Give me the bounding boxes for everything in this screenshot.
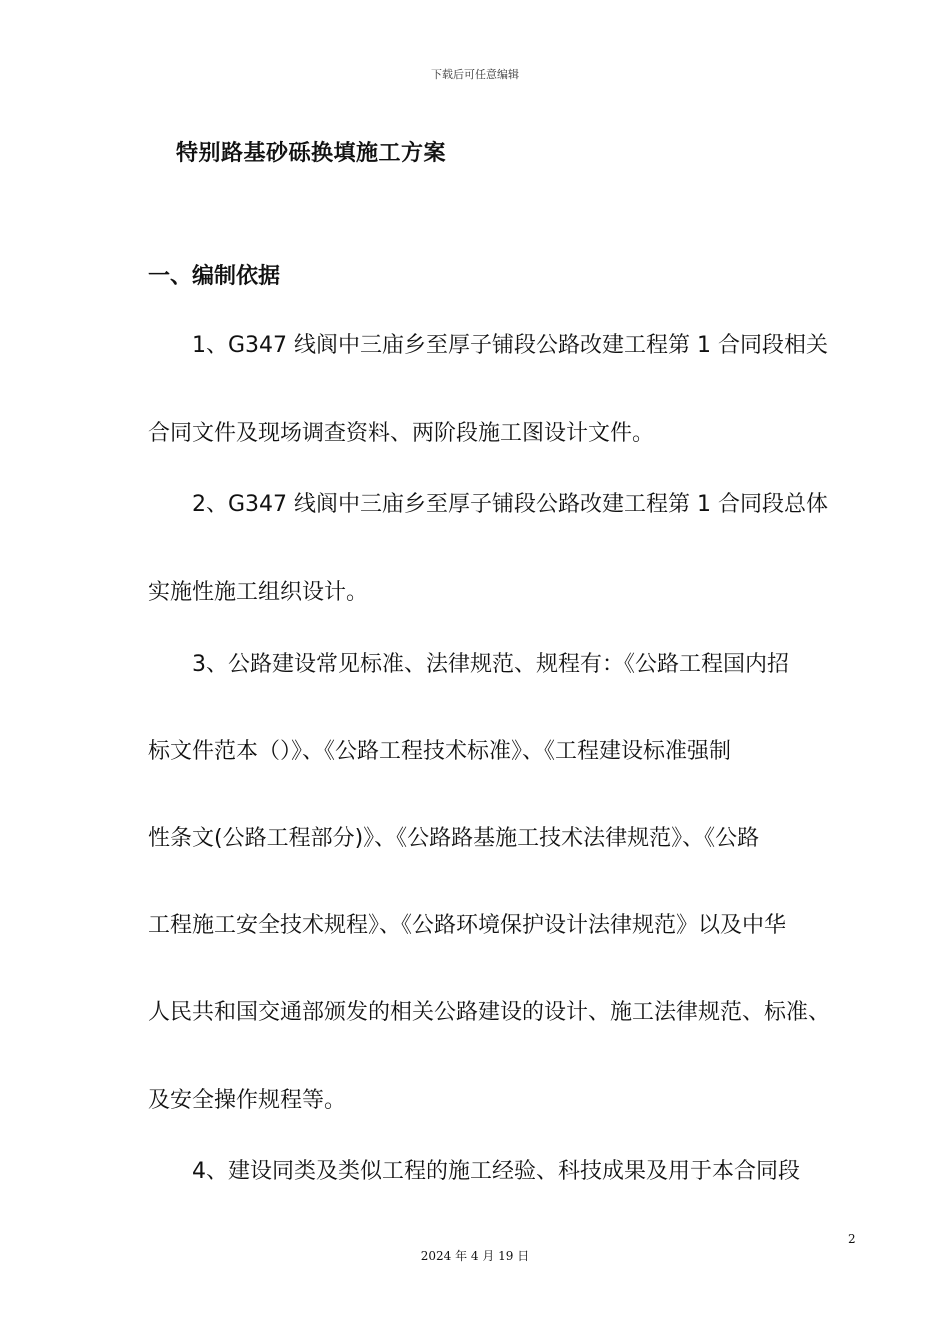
paragraph-line: 标文件范本（）》、《公路工程技术标准》、《工程建设标准强制 xyxy=(148,739,732,764)
footer-date: 2024 年 4 月 19 日 xyxy=(420,1249,530,1263)
paragraph-line: 3、公路建设常见标准、法律规范、规程有：《公路工程国内招 xyxy=(192,652,789,677)
paragraph-line: 2、G347 线阆中三庙乡至厚子铺段公路改建工程第 1 合同段总体 xyxy=(192,492,829,517)
header-note: 下载后可任意编辑 xyxy=(431,68,519,81)
paragraph-line: 及安全操作规程等。 xyxy=(148,1088,347,1113)
section-heading: 一、编制依据 xyxy=(148,264,281,289)
document-title: 特别路基砂砾换填施工方案 xyxy=(176,141,447,166)
page-number: 2 xyxy=(848,1232,856,1246)
paragraph-line: 工程施工安全技术规程》、《公路环境保护设计法律规范》以及中华 xyxy=(148,913,787,938)
paragraph-line: 实施性施工组织设计。 xyxy=(148,580,369,605)
paragraph-line: 人民共和国交通部颁发的相关公路建设的设计、施工法律规范、标准、 xyxy=(148,1000,831,1025)
paragraph-line: 合同文件及现场调查资料、两阶段施工图设计文件。 xyxy=(148,421,655,446)
paragraph-line: 性条文(公路工程部分)》、《公路路基施工技术法律规范》、《公路 xyxy=(148,826,760,851)
paragraph-line: 1、G347 线阆中三庙乡至厚子铺段公路改建工程第 1 合同段相关 xyxy=(192,333,829,358)
paragraph-line: 4、建设同类及类似工程的施工经验、科技成果及用于本合同段 xyxy=(192,1159,800,1184)
